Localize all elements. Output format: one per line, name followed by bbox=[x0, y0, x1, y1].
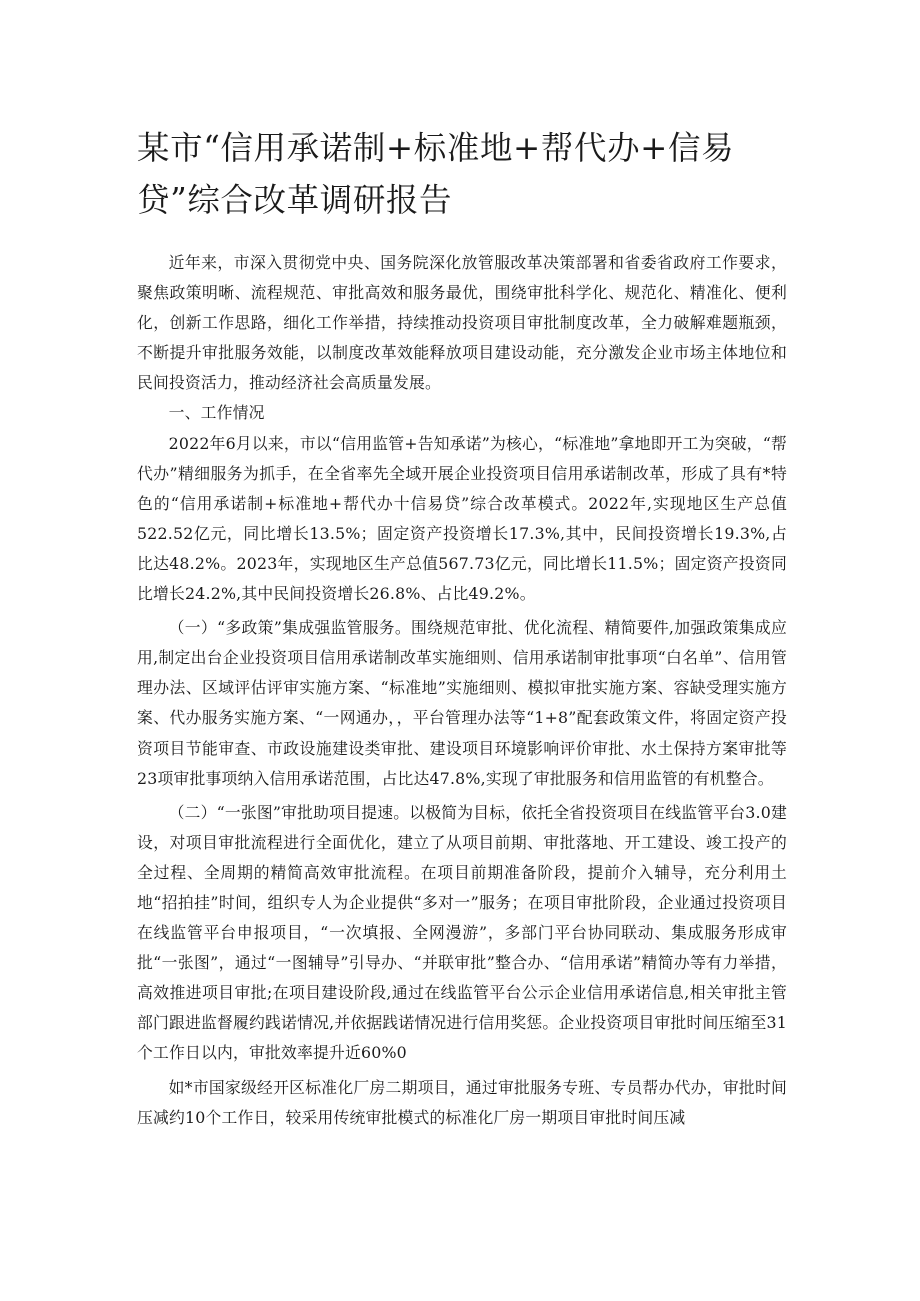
section-heading: 一、工作情况 bbox=[168, 403, 265, 423]
body-paragraph: （一）“多政策”集成强监管服务。围绕规范审批、优化流程、精简要件,加强政策集成应用,制定出台企业投资项目信用承诺制改革实施细则、信用承诺制审批事项“白名单”、信用管理办法、区域评估评审实施方案、“标准地”实施细则、模拟审批实施方案、容缺受理实施方案、代办服务实施方案、“一网通办，，平台管理办法等“1+8”配套政策文件，将固定资产投资项目节能审查、市政设施建设类审批、建设项目环境影响评价审批、水土保持方案审批等23项审批事项纳入信用承诺范围，占比达47.8%,实现了审批服务和信用监管的有机整合。 bbox=[137, 618, 787, 788]
body-paragraph: 如*市国家级经开区标准化厂房二期项目，通过审批服务专班、专员帮办代办，审批时间压减约10个工作日，较采用传统审批模式的标准化厂房一期项目审批时间压减 bbox=[137, 1077, 787, 1127]
body-paragraph: （二）“一张图”审批助项目提速。以极简为目标，依托全省投资项目在线监管平台3.0建设，对项目审批流程进行全面优化，建立了从项目前期、审批落地、开工建设、竣工投产的全过程、全周期的精简高效审批流程。在项目前期准备阶段，提前介入辅导，充分利用土地“招拍挂”时间，组织专人为企业提供“多对一”服务；在项目审批阶段，企业通过投资项目在线监管平台申报项目，“一次填报、全网漫游”，多部门平台协同联动、集成服务形成审批“一张图”，通过“一图辅导”引导办、“并联审批”整合办、“信用承诺”精简办等有力举措，高效推进项目审批;在项目建设阶段,通过在线监管平台公示企业信用承诺信息,相关审批主管部门跟进监督履约践诺情况,并依据践诺情况进行信用奖惩。企业投资项目审批时间压缩至31个工作日以内，审批效率提升近60%0 bbox=[137, 802, 787, 1063]
intro-paragraph: 近年来，市深入贯彻党中央、国务院深化放管服改革决策部署和省委省政府工作要求，聚焦政策明晰、流程规范、审批高效和服务最优，围绕审批科学化、规范化、精准化、便利化，创新工作思路，细化工作举措，持续推动投资项目审批制度改革，全力破解难题瓶颈，不断提升审批服务效能，以制度改革效能释放项目建设动能，充分激发企业市场主体地位和民间投资活力，推动经济社会高质量发展。 bbox=[137, 253, 787, 393]
document-title: 某市“信用承诺制+标准地+帮代办+信易贷”综合改革调研报告 bbox=[137, 129, 735, 219]
document-page bbox=[137, 122, 787, 1133]
body-paragraph: 2022年6月以来，市以“信用监管+告知承诺”为核心，“标准地”拿地即开工为突破，“帮代办”精细服务为抓手，在全省率先全域开展企业投资项目信用承诺制改革，形成了具有*特色的“信用承诺制+标准地+帮代办十信易贷”综合改革模式。2022年,实现地区生产总值522.52亿元，同比增长13.5%；固定资产投资增长17.3%,其中，民间投资增长19.3%,占比达48.2%。2023年，实现地区生产总值567.73亿元，同比增长11.5%；固定资产投资同比增长24.2%,其中民间投资增长26.8%、占比49.2%。 bbox=[137, 433, 787, 604]
